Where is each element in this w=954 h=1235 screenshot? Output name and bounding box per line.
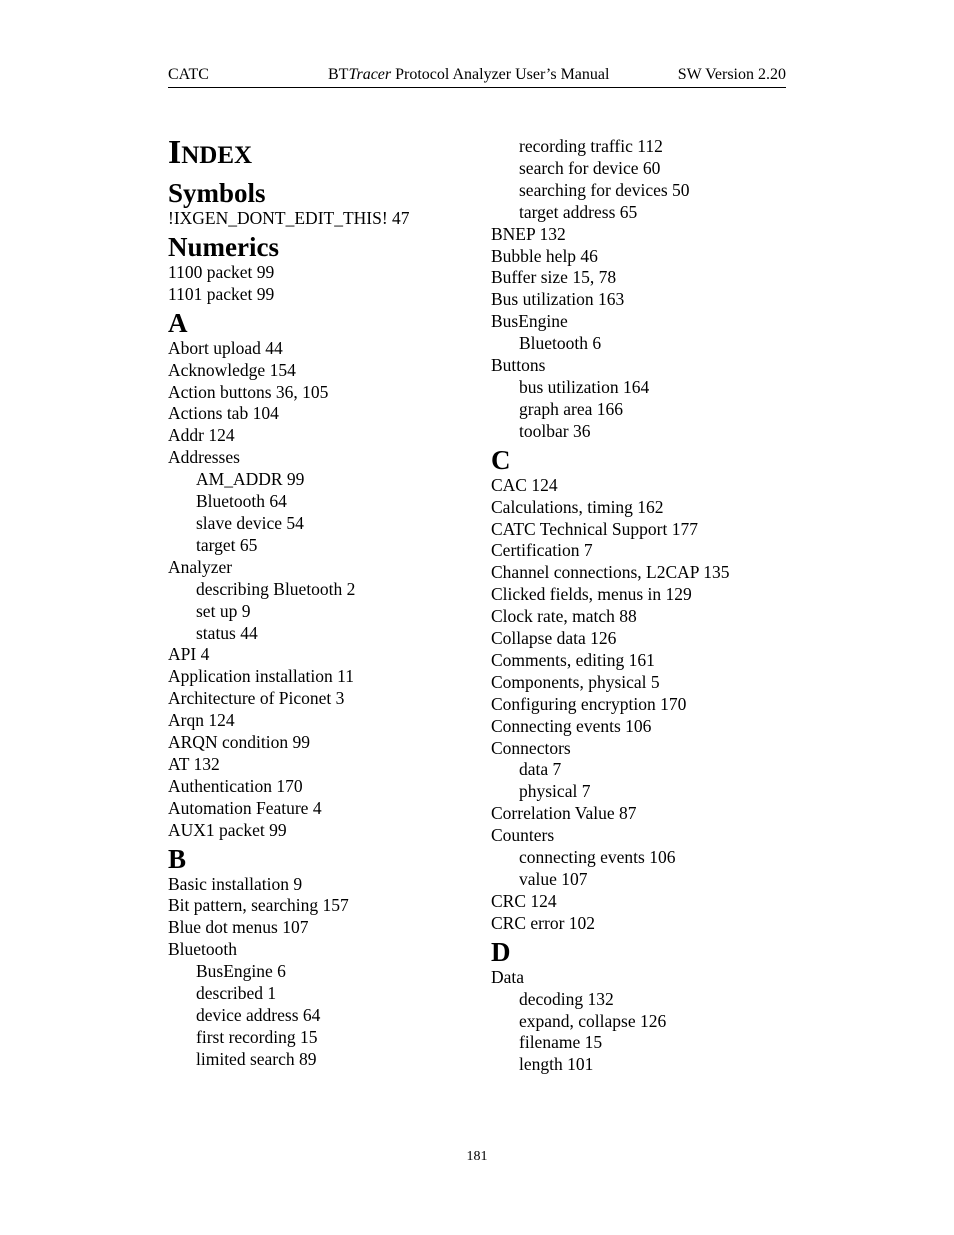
index-entry: Correlation Value 87 bbox=[491, 803, 637, 824]
index-column-left bbox=[168, 132, 468, 1071]
index-subentry: target address 65 bbox=[519, 201, 638, 222]
index-entry: Automation Feature 4 bbox=[168, 797, 322, 818]
index-section-heading: D bbox=[491, 936, 511, 967]
index-section-heading: A bbox=[168, 307, 188, 338]
index-entry: Clicked fields, menus in 129 bbox=[491, 584, 692, 605]
index-entries-right bbox=[491, 136, 791, 1076]
index-subentry: toolbar 36 bbox=[519, 420, 591, 441]
header-company: CATC bbox=[168, 66, 209, 83]
page-number: 181 bbox=[466, 1149, 488, 1164]
title-initial: I bbox=[168, 134, 182, 171]
index-entry: !IXGEN_DONT_EDIT_THIS! 47 bbox=[168, 208, 410, 228]
header-manual-title bbox=[328, 66, 609, 84]
index-entry: BusEngine bbox=[491, 311, 568, 332]
index-entry: Actions tab 104 bbox=[168, 403, 279, 424]
index-entry: Comments, editing 161 bbox=[491, 649, 655, 670]
index-subentry: Bluetooth 64 bbox=[196, 491, 287, 512]
index-entry: Clock rate, match 88 bbox=[491, 606, 637, 627]
index-entry: Addresses bbox=[168, 447, 240, 468]
index-entry: Calculations, timing 162 bbox=[491, 496, 664, 517]
page-title bbox=[168, 132, 468, 176]
index-entry: Blue dot menus 107 bbox=[168, 917, 309, 938]
index-subentry: length 101 bbox=[519, 1054, 594, 1075]
page-header bbox=[168, 66, 786, 88]
index-subentry: target 65 bbox=[196, 534, 258, 555]
index-entry: CRC error 102 bbox=[491, 912, 596, 933]
index-entry: Abort upload 44 bbox=[168, 337, 283, 358]
index-entry: Bubble help 46 bbox=[491, 245, 598, 266]
index-subentry: limited search 89 bbox=[196, 1048, 317, 1069]
index-subentry: value 107 bbox=[519, 869, 588, 889]
index-entry: CAC 124 bbox=[491, 474, 558, 495]
index-entry: BNEP 132 bbox=[491, 223, 566, 244]
index-entry: Buffer size 15, 78 bbox=[491, 267, 617, 288]
index-entry: Architecture of Piconet 3 bbox=[168, 688, 345, 709]
index-entry: Channel connections, L2CAP 135 bbox=[491, 562, 730, 583]
index-subentry: device address 64 bbox=[196, 1005, 321, 1025]
index-subentry: first recording 15 bbox=[196, 1026, 318, 1047]
index-subentry: bus utilization 164 bbox=[519, 376, 650, 397]
index-subentry: search for device 60 bbox=[519, 157, 661, 178]
index-subentry: data 7 bbox=[519, 759, 562, 780]
index-subentry: recording traffic 112 bbox=[519, 136, 663, 156]
header-title-tracer: Tracer bbox=[348, 66, 392, 83]
header-version: SW Version 2.20 bbox=[677, 66, 786, 83]
index-entry: ARQN condition 99 bbox=[168, 732, 310, 753]
index-entries-left bbox=[168, 179, 468, 1071]
header-title-rest: Protocol Analyzer User’s Manual bbox=[391, 66, 610, 83]
index-entry: Counters bbox=[491, 825, 555, 846]
index-entry: Certification 7 bbox=[491, 540, 593, 561]
index-entry: Data bbox=[491, 966, 525, 987]
index-entry: Acknowledge 154 bbox=[168, 359, 296, 380]
index-entry: API 4 bbox=[168, 644, 210, 665]
index-subentry: status 44 bbox=[196, 622, 258, 643]
index-section-heading: Numerics bbox=[168, 231, 279, 262]
index-subentry: filename 15 bbox=[519, 1032, 603, 1053]
index-entry: 1101 packet 99 bbox=[168, 283, 275, 304]
index-column-right bbox=[491, 136, 791, 1076]
index-entry: AUX1 packet 99 bbox=[168, 819, 287, 840]
index-section-heading: Symbols bbox=[168, 178, 266, 208]
index-entry: Addr 124 bbox=[168, 425, 235, 446]
index-entry: CRC 124 bbox=[491, 890, 557, 911]
index-entry: Buttons bbox=[491, 355, 546, 376]
index-subentry: Bluetooth 6 bbox=[519, 333, 602, 354]
index-entry: Bus utilization 163 bbox=[491, 289, 625, 310]
index-entry: CATC Technical Support 177 bbox=[491, 518, 698, 539]
index-entry: Connectors bbox=[491, 737, 571, 758]
index-subentry: slave device 54 bbox=[196, 512, 304, 533]
index-section-heading: C bbox=[491, 444, 511, 475]
index-entry: Basic installation 9 bbox=[168, 873, 303, 894]
index-section-heading: B bbox=[168, 843, 187, 874]
index-subentry: expand, collapse 126 bbox=[519, 1010, 667, 1031]
index-subentry: connecting events 106 bbox=[519, 847, 676, 868]
index-entry: Action buttons 36, 105 bbox=[168, 381, 329, 402]
index-subentry: AM_ADDR 99 bbox=[196, 469, 305, 490]
index-entry: Collapse data 126 bbox=[491, 628, 617, 649]
header-title-bt: BT bbox=[328, 66, 349, 83]
index-entry: Connecting events 106 bbox=[491, 715, 652, 736]
index-entry: Authentication 170 bbox=[168, 775, 303, 796]
index-entry: Bit pattern, searching 157 bbox=[168, 895, 349, 916]
index-entry: Configuring encryption 170 bbox=[491, 693, 687, 714]
index-subentry: describing Bluetooth 2 bbox=[196, 578, 356, 599]
index-entry: Analyzer bbox=[168, 556, 233, 577]
index-subentry: graph area 166 bbox=[519, 398, 623, 419]
title-rest: NDEX bbox=[181, 142, 253, 169]
index-entry: AT 132 bbox=[168, 753, 220, 774]
index-entry: Bluetooth bbox=[168, 939, 238, 960]
index-entry: Arqn 124 bbox=[168, 710, 235, 731]
index-entry: Components, physical 5 bbox=[491, 671, 660, 692]
index-entry: Application installation 11 bbox=[168, 666, 354, 687]
index-subentry: searching for devices 50 bbox=[519, 179, 690, 200]
index-subentry: decoding 132 bbox=[519, 988, 614, 1009]
index-entry: 1100 packet 99 bbox=[168, 261, 275, 282]
index-subentry: physical 7 bbox=[519, 781, 591, 802]
index-subentry: described 1 bbox=[196, 983, 277, 1004]
index-subentry: set up 9 bbox=[196, 600, 251, 621]
index-subentry: BusEngine 6 bbox=[196, 961, 286, 982]
